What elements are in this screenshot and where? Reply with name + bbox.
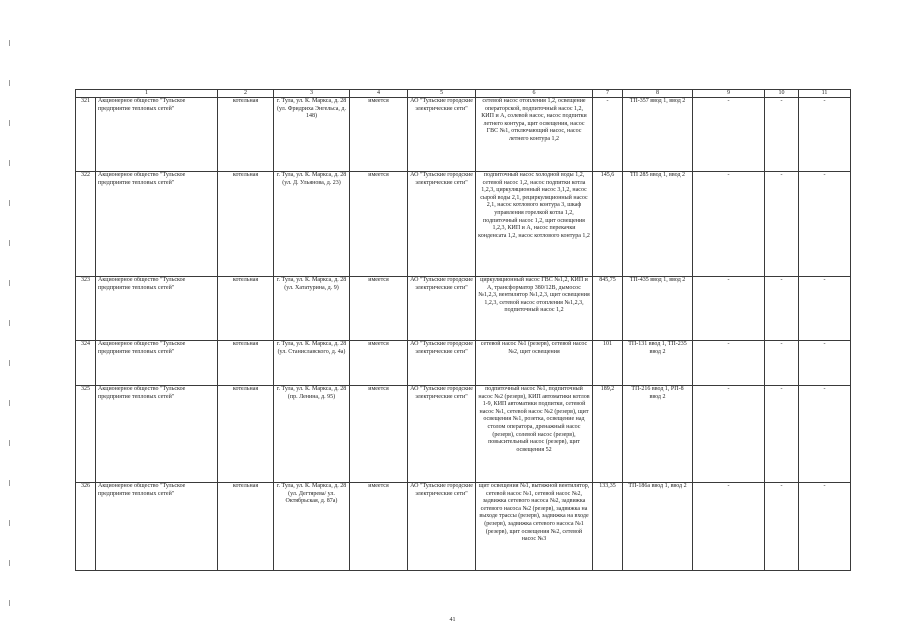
substation-cell: ТП-186а ввод 1, ввод 2 xyxy=(623,483,693,571)
equipment-cell: подпиточный насос холодной воды 1,2, сетевой насос 1,2, насос подпитки котла 1,2,3, циркуляционный насос 3,1,2, насос сырой воды 2,1, рециркуляционный насос 2,1, насос котлового контура 3, шкаф управления горелкой котла 1,2, подпиточный насос 1,2, щит освещения 1,2,3, КИП и А, насос перекачки конденсата 1,2, насос котлового контура 1,2 xyxy=(476,172,593,277)
status-cell: имеется xyxy=(350,277,408,341)
supplier-cell: АО "Тульские городские электрические сети" xyxy=(408,277,476,341)
status-cell: имеется xyxy=(350,341,408,386)
address-cell: г. Тула, ул. К. Маркса, д. 28 (ул. Дегтярева/ ул. Октябрьская, д. 87а) xyxy=(274,483,350,571)
object-type-cell: котельная xyxy=(218,98,274,172)
row-number: 323 xyxy=(76,277,96,341)
equipment-cell: сетевой насос №1 (резерв), сетевой насос №2, щит освещения xyxy=(476,341,593,386)
object-type-cell: котельная xyxy=(218,386,274,483)
supplier-cell: АО "Тульские городские электрические сети" xyxy=(408,98,476,172)
owner-cell: Акционерное общество "Тульское предприятие тепловых сетей" xyxy=(96,483,218,571)
col11-cell: - xyxy=(799,277,851,341)
row-number: 321 xyxy=(76,98,96,172)
equipment-cell: сетевой насос отопления 1,2, освещение операторской, подпиточный насос 1,2, КИП и А, солевой насос, насос подпитки летнего контура, щит освещения, насос ГВС №1, отключающий насос, насос летнего контура 1,2 xyxy=(476,98,593,172)
col9-cell: - xyxy=(693,98,765,172)
supplier-cell: АО "Тульские городские электрические сети" xyxy=(408,483,476,571)
col-header-5: 5 xyxy=(408,90,476,98)
col9-cell: - xyxy=(693,277,765,341)
row-number: 324 xyxy=(76,341,96,386)
owner-cell: Акционерное общество "Тульское предприятие тепловых сетей" xyxy=(96,172,218,277)
col-header-11: 11 xyxy=(799,90,851,98)
status-cell: имеется xyxy=(350,483,408,571)
row-number: 325 xyxy=(76,386,96,483)
col9-cell: - xyxy=(693,341,765,386)
col9-cell: - xyxy=(693,483,765,571)
owner-cell: Акционерное общество "Тульское предприятие тепловых сетей" xyxy=(96,341,218,386)
supplier-cell: АО "Тульские городские электрические сети" xyxy=(408,386,476,483)
equipment-cell: щит освещения №1, вытяжной вентилятор, сетевой насос №1, сетевой насос №2, задвижка сетевого насоса №2, задвижка сетевого насоса №2 (резерв), задвижка на выходе трассы (резерв), задвижка на входе (резерв), задвижка сетевого насоса №1 (резерв), щит освещения №2, сетевой насос №3 xyxy=(476,483,593,571)
owner-cell: Акционерное общество "Тульское предприятие тепловых сетей" xyxy=(96,386,218,483)
page-number: 41 xyxy=(449,617,456,623)
col11-cell: - xyxy=(799,98,851,172)
substation-cell: ТП 285 ввод 1, ввод 2 xyxy=(623,172,693,277)
address-cell: г. Тула, ул. К. Маркса, д. 28 (ул. Станиславского, д. 4а) xyxy=(274,341,350,386)
equipment-cell: подпиточный насос №1, подпиточный насос №2 (резерв), КИП автоматики котлов 1-9, КИП автоматики подпитки, сетевой насос №1, сетевой насос №2 (резерв), щит освещения №1, розетка, освещение над столом оператора, дренажный насос (резерв), солевой насос (резерв), повысительный насос (резерв), щит освещения 52 xyxy=(476,386,593,483)
object-type-cell: котельная xyxy=(218,277,274,341)
owner-cell: Акционерное общество "Тульское предприятие тепловых сетей" xyxy=(96,98,218,172)
col-header-2: 2 xyxy=(218,90,274,98)
equipment-cell: циркуляционный насос ГВС №1,2, КИП и А, трансформатор 380/12В, дымосос №1,2,3, вентилятор №1,2,3, щит освещения 1,2,3, сетевой насос отопления №1,2,3, подпиточный насос 1,2 xyxy=(476,277,593,341)
col-header-1: 1 xyxy=(76,90,218,98)
object-type-cell: котельная xyxy=(218,172,274,277)
col10-cell: - xyxy=(765,172,799,277)
power-cell: 845,75 xyxy=(593,277,623,341)
address-cell: г. Тула, ул. К. Маркса, д. 28 (ул. Фридриха Энгельса, д. 148) xyxy=(274,98,350,172)
substation-cell: ТП-435 ввод 1, ввод 2 xyxy=(623,277,693,341)
table-row xyxy=(76,341,851,386)
col-header-7: 7 xyxy=(593,90,623,98)
power-cell: 189,2 xyxy=(593,386,623,483)
col10-cell: - xyxy=(765,341,799,386)
col-header-3: 3 xyxy=(274,90,350,98)
substation-cell: ТП-131 ввод 1, ТП-235 ввод 2 xyxy=(623,341,693,386)
supplier-cell: АО "Тульские городские электрические сети" xyxy=(408,341,476,386)
col-header-6: 6 xyxy=(476,90,593,98)
col10-cell: - xyxy=(765,277,799,341)
col9-cell: - xyxy=(693,386,765,483)
register-table xyxy=(75,89,851,571)
col-header-8: 8 xyxy=(623,90,693,98)
power-cell: 133,35 xyxy=(593,483,623,571)
binding-margin-marks xyxy=(9,40,13,620)
table-row xyxy=(76,172,851,277)
table-row xyxy=(76,483,851,571)
owner-cell: Акционерное общество "Тульское предприятие тепловых сетей" xyxy=(96,277,218,341)
col-header-4: 4 xyxy=(350,90,408,98)
col11-cell: - xyxy=(799,483,851,571)
col10-cell: - xyxy=(765,386,799,483)
address-cell: г. Тула, ул. К. Маркса, д. 28 (ул. Д. Ульянова, д. 23) xyxy=(274,172,350,277)
address-cell: г. Тула, ул. К. Маркса, д. 28 (ул. Хататурина, д. 9) xyxy=(274,277,350,341)
column-number-row xyxy=(76,90,851,98)
status-cell: имеется xyxy=(350,386,408,483)
substation-cell: ТП-357 ввод 1, ввод 2 xyxy=(623,98,693,172)
status-cell: имеется xyxy=(350,172,408,277)
col11-cell: - xyxy=(799,341,851,386)
row-number: 322 xyxy=(76,172,96,277)
col10-cell: - xyxy=(765,98,799,172)
col-header-9: 9 xyxy=(693,90,765,98)
supplier-cell: АО "Тульские городские электрические сети" xyxy=(408,172,476,277)
table-row xyxy=(76,98,851,172)
table-row xyxy=(76,277,851,341)
row-number: 326 xyxy=(76,483,96,571)
col9-cell: - xyxy=(693,172,765,277)
address-cell: г. Тула, ул. К. Маркса, д. 28 (пр. Ленина, д. 95) xyxy=(274,386,350,483)
substation-cell: ТП-216 ввод 1, РП-8 ввод 2 xyxy=(623,386,693,483)
col10-cell: - xyxy=(765,483,799,571)
table-row xyxy=(76,386,851,483)
status-cell: имеется xyxy=(350,98,408,172)
power-cell: - xyxy=(593,98,623,172)
power-cell: 145,6 xyxy=(593,172,623,277)
power-cell: 101 xyxy=(593,341,623,386)
object-type-cell: котельная xyxy=(218,483,274,571)
col-header-10: 10 xyxy=(765,90,799,98)
object-type-cell: котельная xyxy=(218,341,274,386)
col11-cell: - xyxy=(799,386,851,483)
col11-cell: - xyxy=(799,172,851,277)
